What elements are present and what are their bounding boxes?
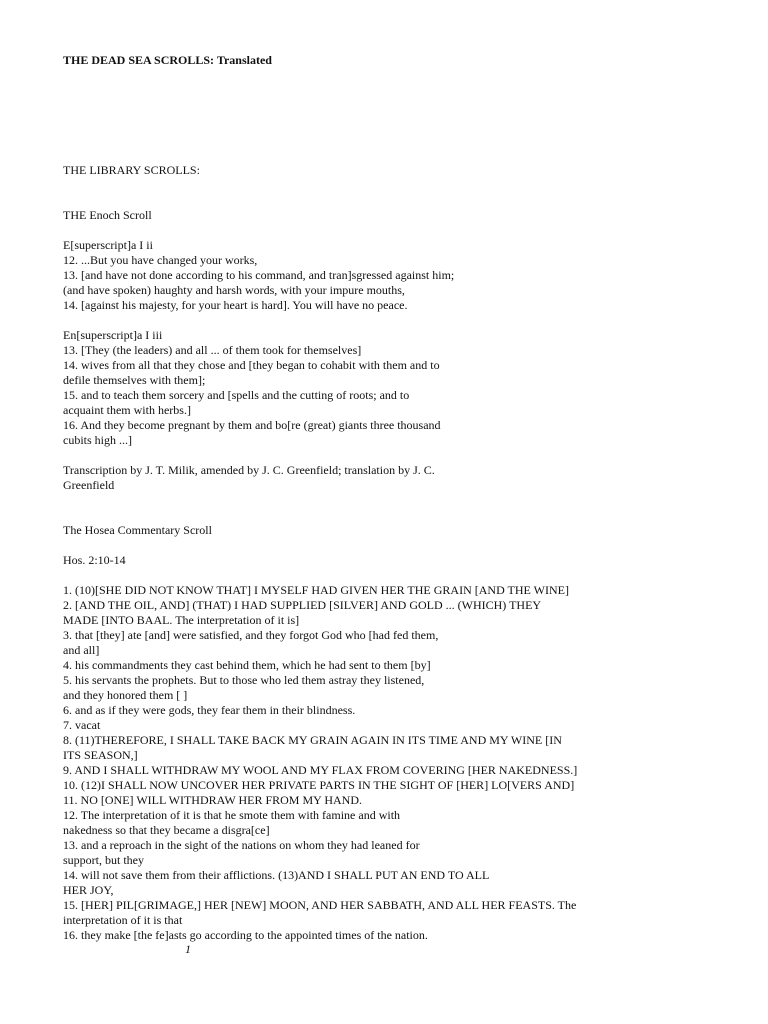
- text-line: 1. (10)[SHE DID NOT KNOW THAT] I MYSELF HAD GIVEN HER THE GRAIN [AND THE WINE]: [63, 583, 569, 597]
- enoch-fragment-2: [63, 328, 753, 448]
- spacer: [63, 223, 753, 238]
- spacer: [63, 448, 753, 463]
- text-line: 14. [against his majesty, for your heart is hard]. You will have no peace.: [63, 298, 408, 312]
- text-line: 3. that [they] ate [and] were satisfied, and they forgot God who [had fed them,: [63, 628, 439, 642]
- text-line: 13. and a reproach in the sight of the nations on whom they had leaned for: [63, 838, 420, 852]
- document-title: THE DEAD SEA SCROLLS: Translated: [63, 53, 272, 67]
- text-line: 10. (12)I SHALL NOW UNCOVER HER PRIVATE PARTS IN THE SIGHT OF [HER] LO[VERS AND]: [63, 778, 575, 792]
- text-line: cubits high ...]: [63, 433, 132, 447]
- text-line: and all]: [63, 643, 100, 657]
- text-line: Greenfield: [63, 478, 115, 492]
- enoch-fragment-1: [63, 238, 753, 313]
- text-line: and they honored them [ ]: [63, 688, 188, 702]
- text-line: 2. [AND THE OIL, AND] (THAT) I HAD SUPPLIED [SILVER] AND GOLD ... (WHICH) THEY: [63, 598, 542, 612]
- text-line: 15. [HER] PIL[GRIMAGE,] HER [NEW] MOON, AND HER SABBATH, AND ALL HER FEASTS. The: [63, 898, 577, 912]
- hosea-reference: Hos. 2:10-14: [63, 553, 126, 567]
- fragment-label: En[superscript]a I iii: [63, 328, 163, 342]
- transcription-credit: [63, 463, 753, 493]
- text-line: 4. his commandments they cast behind them, which he had sent to them [by]: [63, 658, 431, 672]
- text-line: 14. will not save them from their afflictions. (13)AND I SHALL PUT AN END TO ALL: [63, 868, 490, 882]
- text-line: 6. and as if they were gods, they fear them in their blindness.: [63, 703, 356, 717]
- text-line: 11. NO [ONE] WILL WITHDRAW HER FROM MY HAND.: [63, 793, 363, 807]
- text-line: 12. ...But you have changed your works,: [63, 253, 258, 267]
- text-line: Transcription by J. T. Milik, amended by J. C. Greenfield; translation by J. C.: [63, 463, 435, 477]
- text-line: nakedness so that they became a disgra[ce]: [63, 823, 270, 837]
- text-line: 15. and to teach them sorcery and [spells and the cutting of roots; and to: [63, 388, 410, 402]
- spacer: [63, 538, 753, 553]
- text-line: MADE [INTO BAAL. The interpretation of it is]: [63, 613, 300, 627]
- text-line: (and have spoken) haughty and harsh words, with your impure mouths,: [63, 283, 405, 297]
- hosea-text: [63, 583, 753, 943]
- text-line: interpretation of it is that: [63, 913, 183, 927]
- spacer: [63, 493, 753, 523]
- text-line: 7. vacat: [63, 718, 101, 732]
- text-line: 14. wives from all that they chose and [they began to cohabit with them and to: [63, 358, 440, 372]
- text-line: 13. [They (the leaders) and all ... of them took for themselves]: [63, 343, 362, 357]
- text-line: 12. The interpretation of it is that he smote them with famine and with: [63, 808, 401, 822]
- text-line: ITS SEASON,]: [63, 748, 138, 762]
- text-line: 16. And they become pregnant by them and bo[re (great) giants three thousand: [63, 418, 441, 432]
- spacer: [63, 68, 753, 163]
- enoch-heading: THE Enoch Scroll: [63, 208, 152, 222]
- hosea-heading: The Hosea Commentary Scroll: [63, 523, 212, 537]
- document-page: [63, 52, 753, 943]
- spacer: [63, 568, 753, 583]
- spacer: [63, 178, 753, 208]
- text-line: 16. they make [the fe]asts go according to the appointed times of the nation.: [63, 928, 428, 942]
- section-heading: THE LIBRARY SCROLLS:: [63, 163, 200, 177]
- text-line: support, but they: [63, 853, 144, 867]
- text-line: 5. his servants the prophets. But to those who led them astray they listened,: [63, 673, 425, 687]
- text-line: acquaint them with herbs.]: [63, 403, 191, 417]
- fragment-label: E[superscript]a I ii: [63, 238, 153, 252]
- text-line: defile themselves with them];: [63, 373, 206, 387]
- page-number: 1: [185, 942, 191, 956]
- text-line: 8. (11)THEREFORE, I SHALL TAKE BACK MY GRAIN AGAIN IN ITS TIME AND MY WINE [IN: [63, 733, 562, 747]
- text-line: HER JOY,: [63, 883, 114, 897]
- text-line: 9. AND I SHALL WITHDRAW MY WOOL AND MY FLAX FROM COVERING [HER NAKEDNESS.]: [63, 763, 578, 777]
- text-line: 13. [and have not done according to his command, and tran]sgressed against him;: [63, 268, 455, 282]
- spacer: [63, 313, 753, 328]
